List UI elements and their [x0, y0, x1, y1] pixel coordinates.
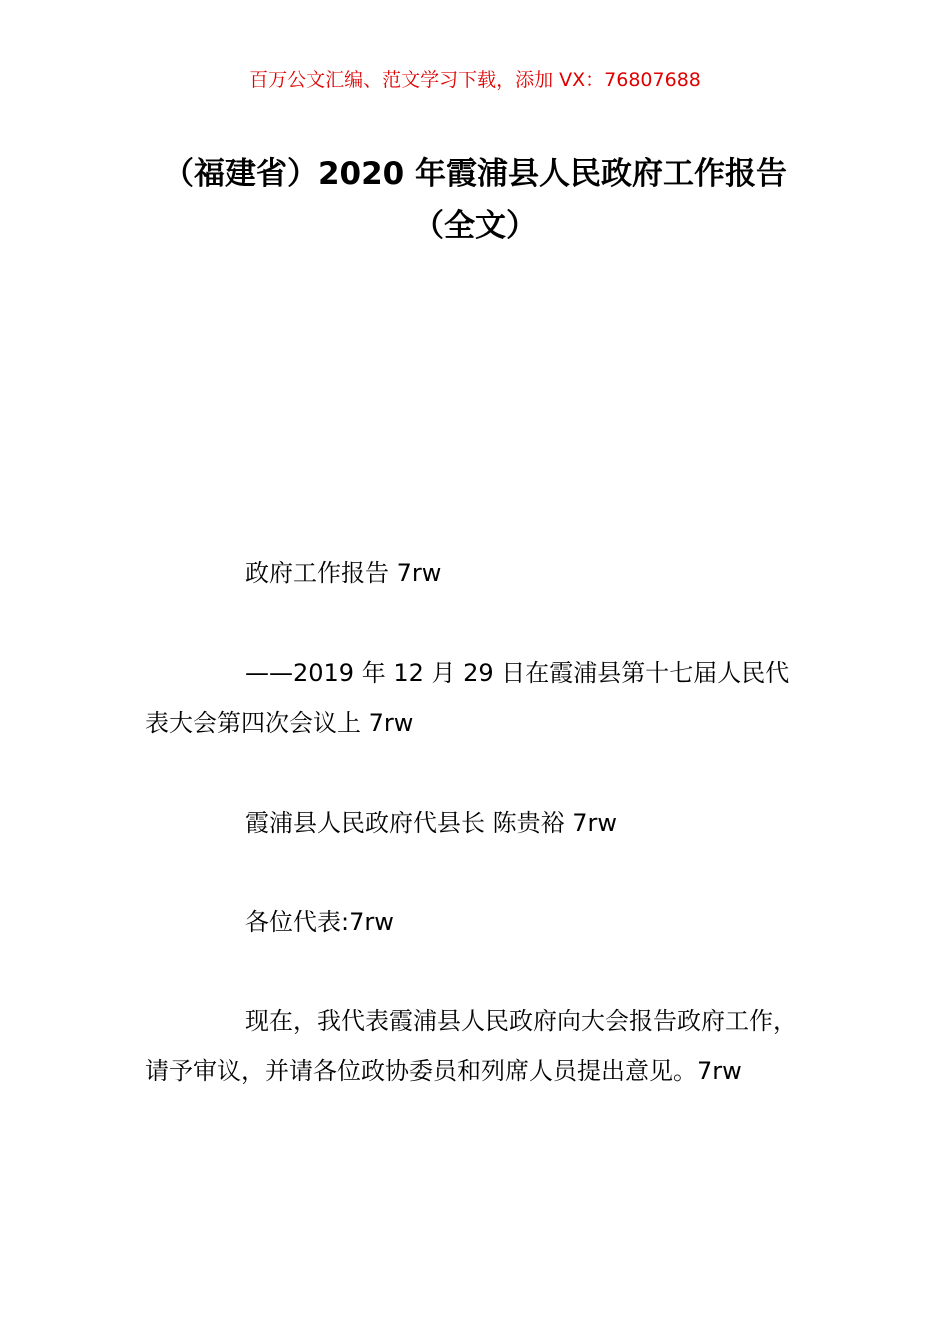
paragraph-salutation: 各位代表:7rw [245, 908, 394, 936]
paragraph-reporter: 霞浦县人民政府代县长 陈贵裕 7rw [245, 809, 618, 837]
paragraph-meeting-date: ——2019 年 12 月 29 日在霞浦县第十七届人民代表大会第四次会议上 7rw [145, 659, 790, 737]
document-title: （福建省）2020 年霞浦县人民政府工作报告（全文） [162, 156, 788, 244]
paragraph-opening: 现在，我代表霞浦县人民政府向大会报告政府工作，请予审议，并请各位政协委员和列席人员提出意见。7rw [145, 1007, 797, 1085]
paragraph-report-name: 政府工作报告 7rw [245, 559, 442, 587]
header-note: 百万公文汇编、范文学习下载，添加 VX：76807688 [249, 69, 701, 91]
